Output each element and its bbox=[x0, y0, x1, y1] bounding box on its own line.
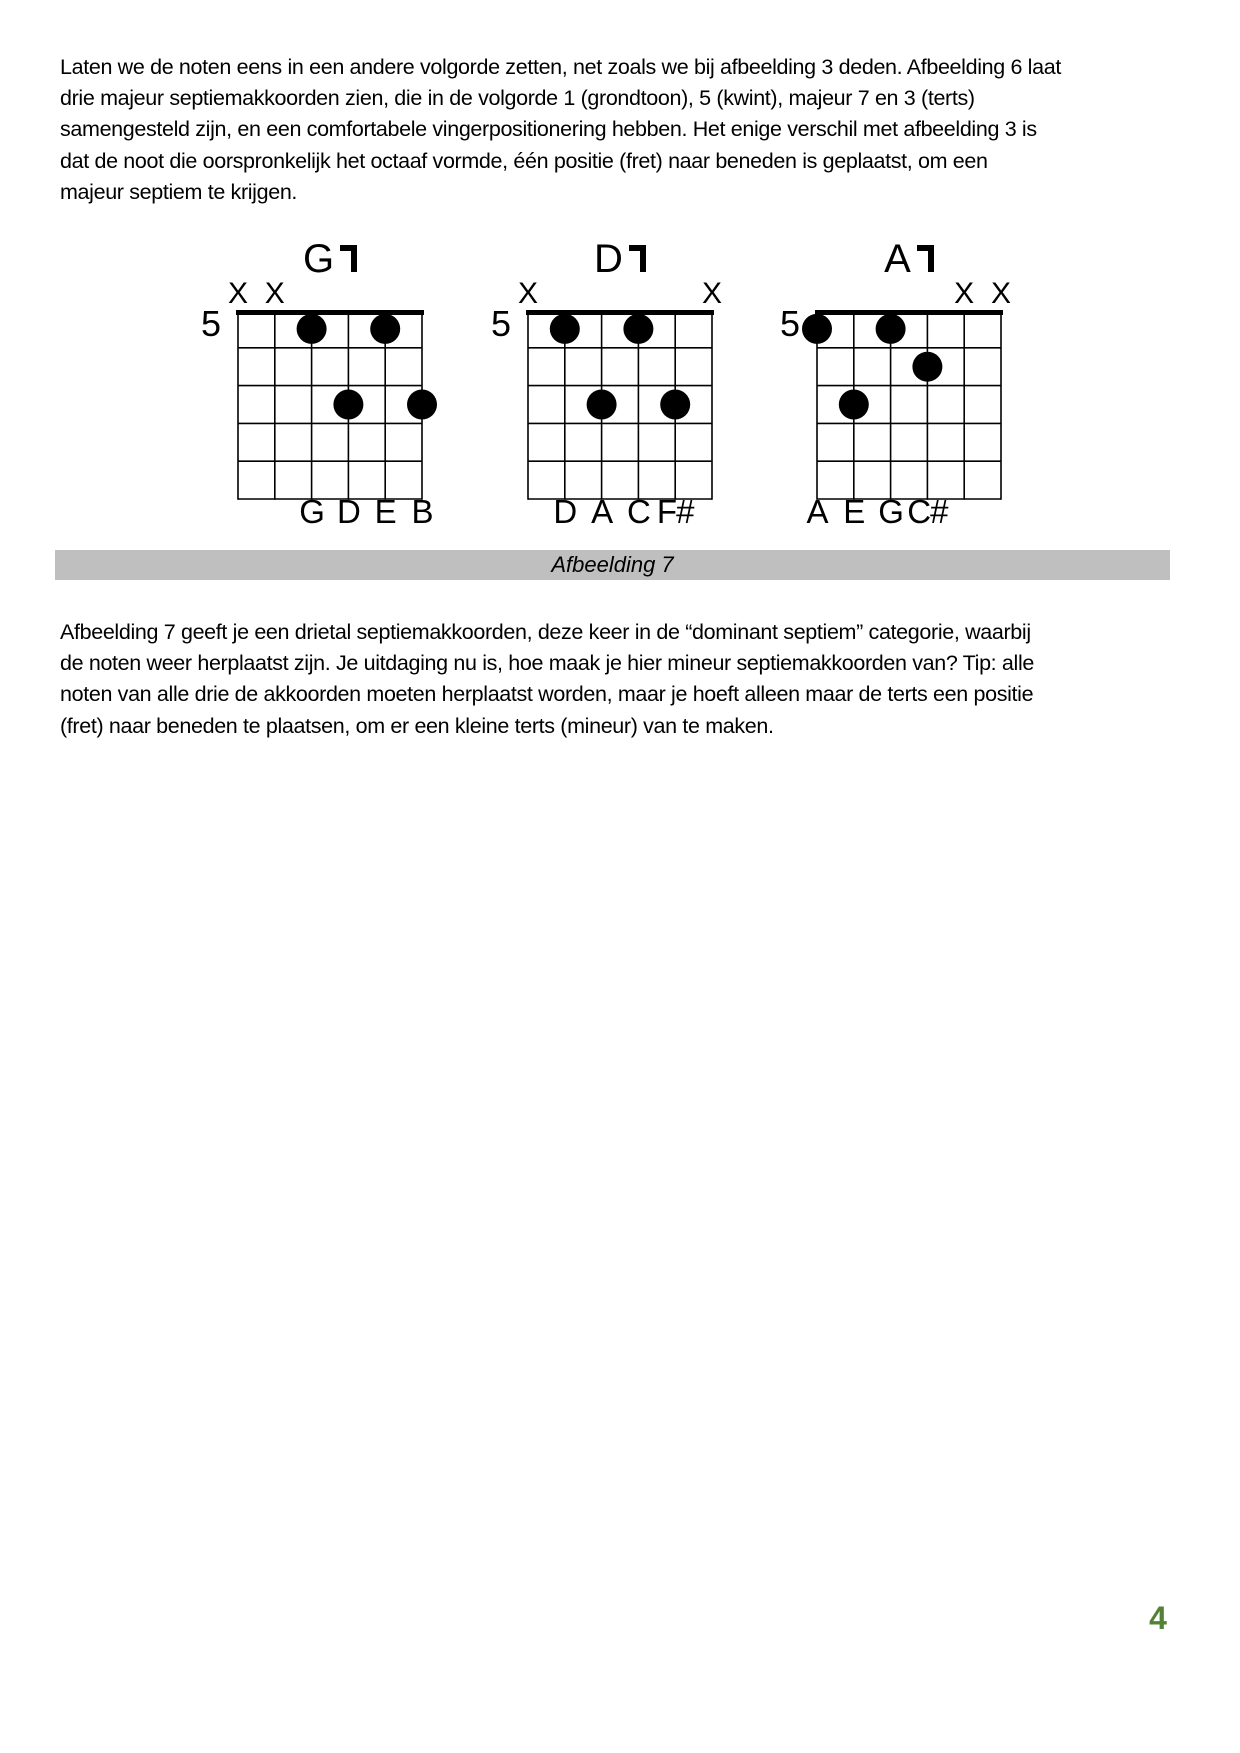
note-name-label: G bbox=[878, 493, 903, 530]
fretboard-grid bbox=[510, 308, 730, 504]
paragraph-2 bbox=[60, 617, 1034, 742]
text-line: (fret) naar beneden te plaatsen, om er een kleine terts (mineur) van te maken. bbox=[60, 713, 774, 738]
chord-seventh-glyph-icon bbox=[917, 245, 934, 272]
text-line: dat de noot die oorspronkelijk het octaaf vormde, één positie (fret) naar beneden is geplaatst, om een bbox=[60, 148, 988, 173]
fretboard-grid bbox=[220, 308, 440, 504]
muted-string-mark: X bbox=[264, 277, 285, 310]
finger-dot bbox=[297, 314, 327, 344]
note-name-label: E bbox=[374, 493, 396, 530]
note-name-label: A bbox=[591, 493, 613, 530]
finger-dot bbox=[802, 314, 832, 344]
figure-caption-bar bbox=[55, 550, 1170, 580]
finger-dot bbox=[623, 314, 653, 344]
muted-string-mark: X bbox=[954, 277, 975, 310]
finger-dot bbox=[587, 390, 617, 420]
chord-diagram-g7 bbox=[168, 225, 498, 537]
chord-root-letter: A bbox=[884, 237, 912, 281]
finger-dot bbox=[660, 390, 690, 420]
note-name-label: C bbox=[626, 493, 650, 530]
chord-seventh-glyph-icon bbox=[629, 245, 646, 272]
finger-dot bbox=[839, 390, 869, 420]
text-line: de noten weer herplaatst zijn. Je uitdaging nu is, hoe maak je hier mineur septiemakkoorden van? Tip: alle bbox=[60, 651, 1034, 676]
chord-name bbox=[238, 237, 422, 281]
chord-name bbox=[817, 237, 1001, 281]
text-line: Afbeelding 7 geeft je een drietal septiemakkoorden, deze keer in de “dominant septiem” categorie, waarbij bbox=[60, 620, 1031, 644]
finger-dot bbox=[370, 314, 400, 344]
note-name-label: D bbox=[336, 493, 360, 530]
note-name-label: E bbox=[843, 493, 865, 530]
fret-position-label: 5 bbox=[490, 303, 511, 344]
note-name-label: F# bbox=[656, 493, 694, 530]
chord-figure bbox=[0, 225, 1240, 537]
chord-diagram-d7 bbox=[458, 225, 788, 537]
page-number: 4 bbox=[1149, 1600, 1167, 1636]
finger-dot bbox=[876, 314, 906, 344]
text-line: drie majeur septiemakkoorden zien, die in de volgorde 1 (grondtoon), 5 (kwint), majeur 7 en 3 (terts) bbox=[60, 86, 975, 111]
muted-string-mark: X bbox=[227, 277, 248, 310]
finger-dot bbox=[333, 390, 363, 420]
muted-string-mark: X bbox=[701, 277, 722, 310]
text-line: Laten we de noten eens in een andere volgorde zetten, net zoals we bij afbeelding 3 deden. Afbeelding 6 laat bbox=[60, 55, 1061, 79]
note-name-label: A bbox=[806, 493, 828, 530]
fretboard-grid bbox=[799, 308, 1019, 504]
fret-position-label: 5 bbox=[779, 303, 800, 344]
note-name-label: G bbox=[299, 493, 324, 530]
chord-name bbox=[528, 237, 712, 281]
text-line: samengesteld zijn, en een comfortabele vingerpositionering hebben. Het enige verschil met afbeelding 3 is bbox=[60, 117, 1037, 142]
muted-string-mark: X bbox=[517, 277, 538, 310]
text-line: noten van alle drie de akkoorden moeten herplaatst worden, maar je hoeft alleen maar de terts een positie bbox=[60, 682, 1034, 707]
text-line: majeur septiem te krijgen. bbox=[60, 179, 298, 204]
figure-caption: Afbeelding 7 bbox=[551, 552, 674, 577]
note-name-label: C# bbox=[907, 493, 948, 530]
note-name-label: D bbox=[553, 493, 577, 530]
finger-dot bbox=[912, 352, 942, 382]
finger-dot bbox=[407, 390, 437, 420]
chord-root-letter: D bbox=[594, 237, 624, 281]
chord-root-letter: G bbox=[302, 237, 336, 281]
paragraph-1 bbox=[60, 52, 1061, 208]
chord-diagram-a7 bbox=[747, 225, 1077, 537]
fret-position-label: 5 bbox=[200, 303, 221, 344]
note-name-label: B bbox=[411, 493, 433, 530]
finger-dot bbox=[550, 314, 580, 344]
muted-string-mark: X bbox=[990, 277, 1011, 310]
chord-seventh-glyph-icon bbox=[340, 245, 357, 272]
